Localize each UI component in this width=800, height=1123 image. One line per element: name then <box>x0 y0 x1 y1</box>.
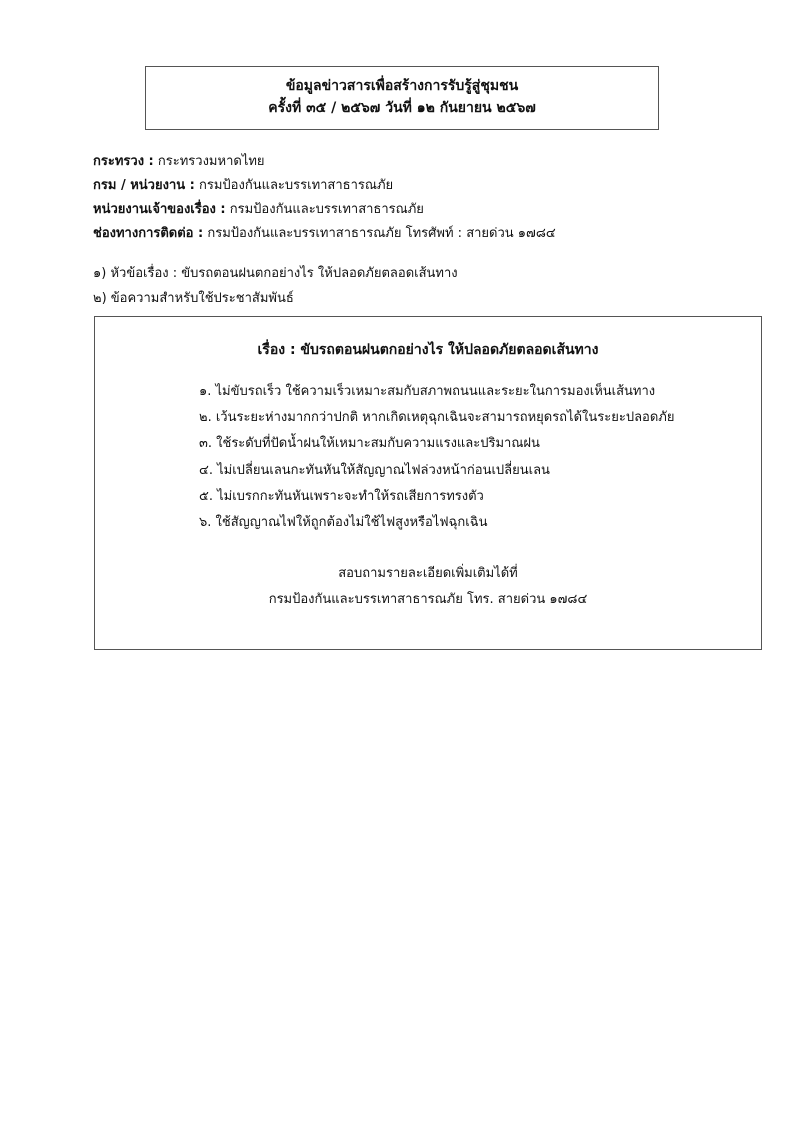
topic-item: ๑) หัวข้อเรื่อง : ขับรถตอนฝนตกอย่างไร ให้ปลอดภัยตลอดเส้นทาง <box>93 266 458 281</box>
ministry-value: กระทรวงมหาดไทย <box>153 154 265 169</box>
list-item: ๔. ไม่เปลี่ยนเลนกะทันหันให้สัญญาณไฟล่วงหน้าก่อนเปลี่ยนเลน <box>199 462 550 478</box>
owner-row <box>93 198 773 222</box>
ministry-row <box>93 150 773 174</box>
department-row <box>93 174 773 198</box>
owner-label: หน่วยงานเจ้าของเรื่อง : <box>93 202 226 217</box>
numbered-items <box>93 261 773 311</box>
message-item: ๒) ข้อความสำหรับใช้ประชาสัมพันธ์ <box>93 291 294 306</box>
list-item: ๓. ใช้ระดับที่ปัดน้ำฝนให้เหมาะสมกับความแรงและปริมาณฝน <box>199 436 540 452</box>
owner-value: กรมป้องกันและบรรเทาสาธารณภัย <box>225 202 424 217</box>
list-item: ๒. เว้นระยะห่างมากกว่าปกติ หากเกิดเหตุฉุกเฉินจะสามารถหยุดรถได้ในระยะปลอดภัย <box>199 410 675 426</box>
inquiry-line: สอบถามรายละเอียดเพิ่มเติมได้ที่ <box>338 566 518 581</box>
safety-tips-list <box>199 379 675 536</box>
department-label: กรม / หน่วยงาน : <box>93 178 195 193</box>
contact-label: ช่องทางการติดต่อ : <box>93 226 204 241</box>
list-item: ๖. ใช้สัญญาณไฟให้ถูกต้องไม่ใช้ไฟสูงหรือไฟฉุกเฉิน <box>199 515 488 531</box>
contact-row <box>93 222 773 246</box>
message-title: เรื่อง : ขับรถตอนฝนตกอย่างไร ให้ปลอดภัยตลอดเส้นทาง <box>257 342 599 358</box>
public-message-box <box>94 316 762 650</box>
department-value: กรมป้องกันและบรรเทาสาธารณภัย <box>194 178 394 193</box>
document-title: ข้อมูลข่าวสารเพื่อสร้างการรับรู้สู่ชุมชน <box>285 78 519 94</box>
list-item: ๕. ไม่เบรกกะทันหันเพราะจะทำให้รถเสียการทรงตัว <box>199 488 484 504</box>
header-box <box>145 66 659 130</box>
ministry-label: กระทรวง : <box>93 154 154 169</box>
hotline-line: กรมป้องกันและบรรเทาสาธารณภัย โทร. สายด่วน ๑๗๘๔ <box>268 592 588 607</box>
document-metadata <box>93 150 773 246</box>
contact-value: กรมป้องกันและบรรเทาสาธารณภัย โทรศัพท์ : สายด่วน ๑๗๘๔ <box>203 226 556 241</box>
list-item: ๑. ไม่ขับรถเร็ว ใช้ความเร็วเหมาะสมกับสภาพถนนและระยะในการมองเห็นเส้นทาง <box>199 384 656 399</box>
issue-date-line: ครั้งที่ ๓๕ / ๒๕๖๗ วันที่ ๑๒ กันยายน ๒๕๖๗ <box>268 100 536 116</box>
